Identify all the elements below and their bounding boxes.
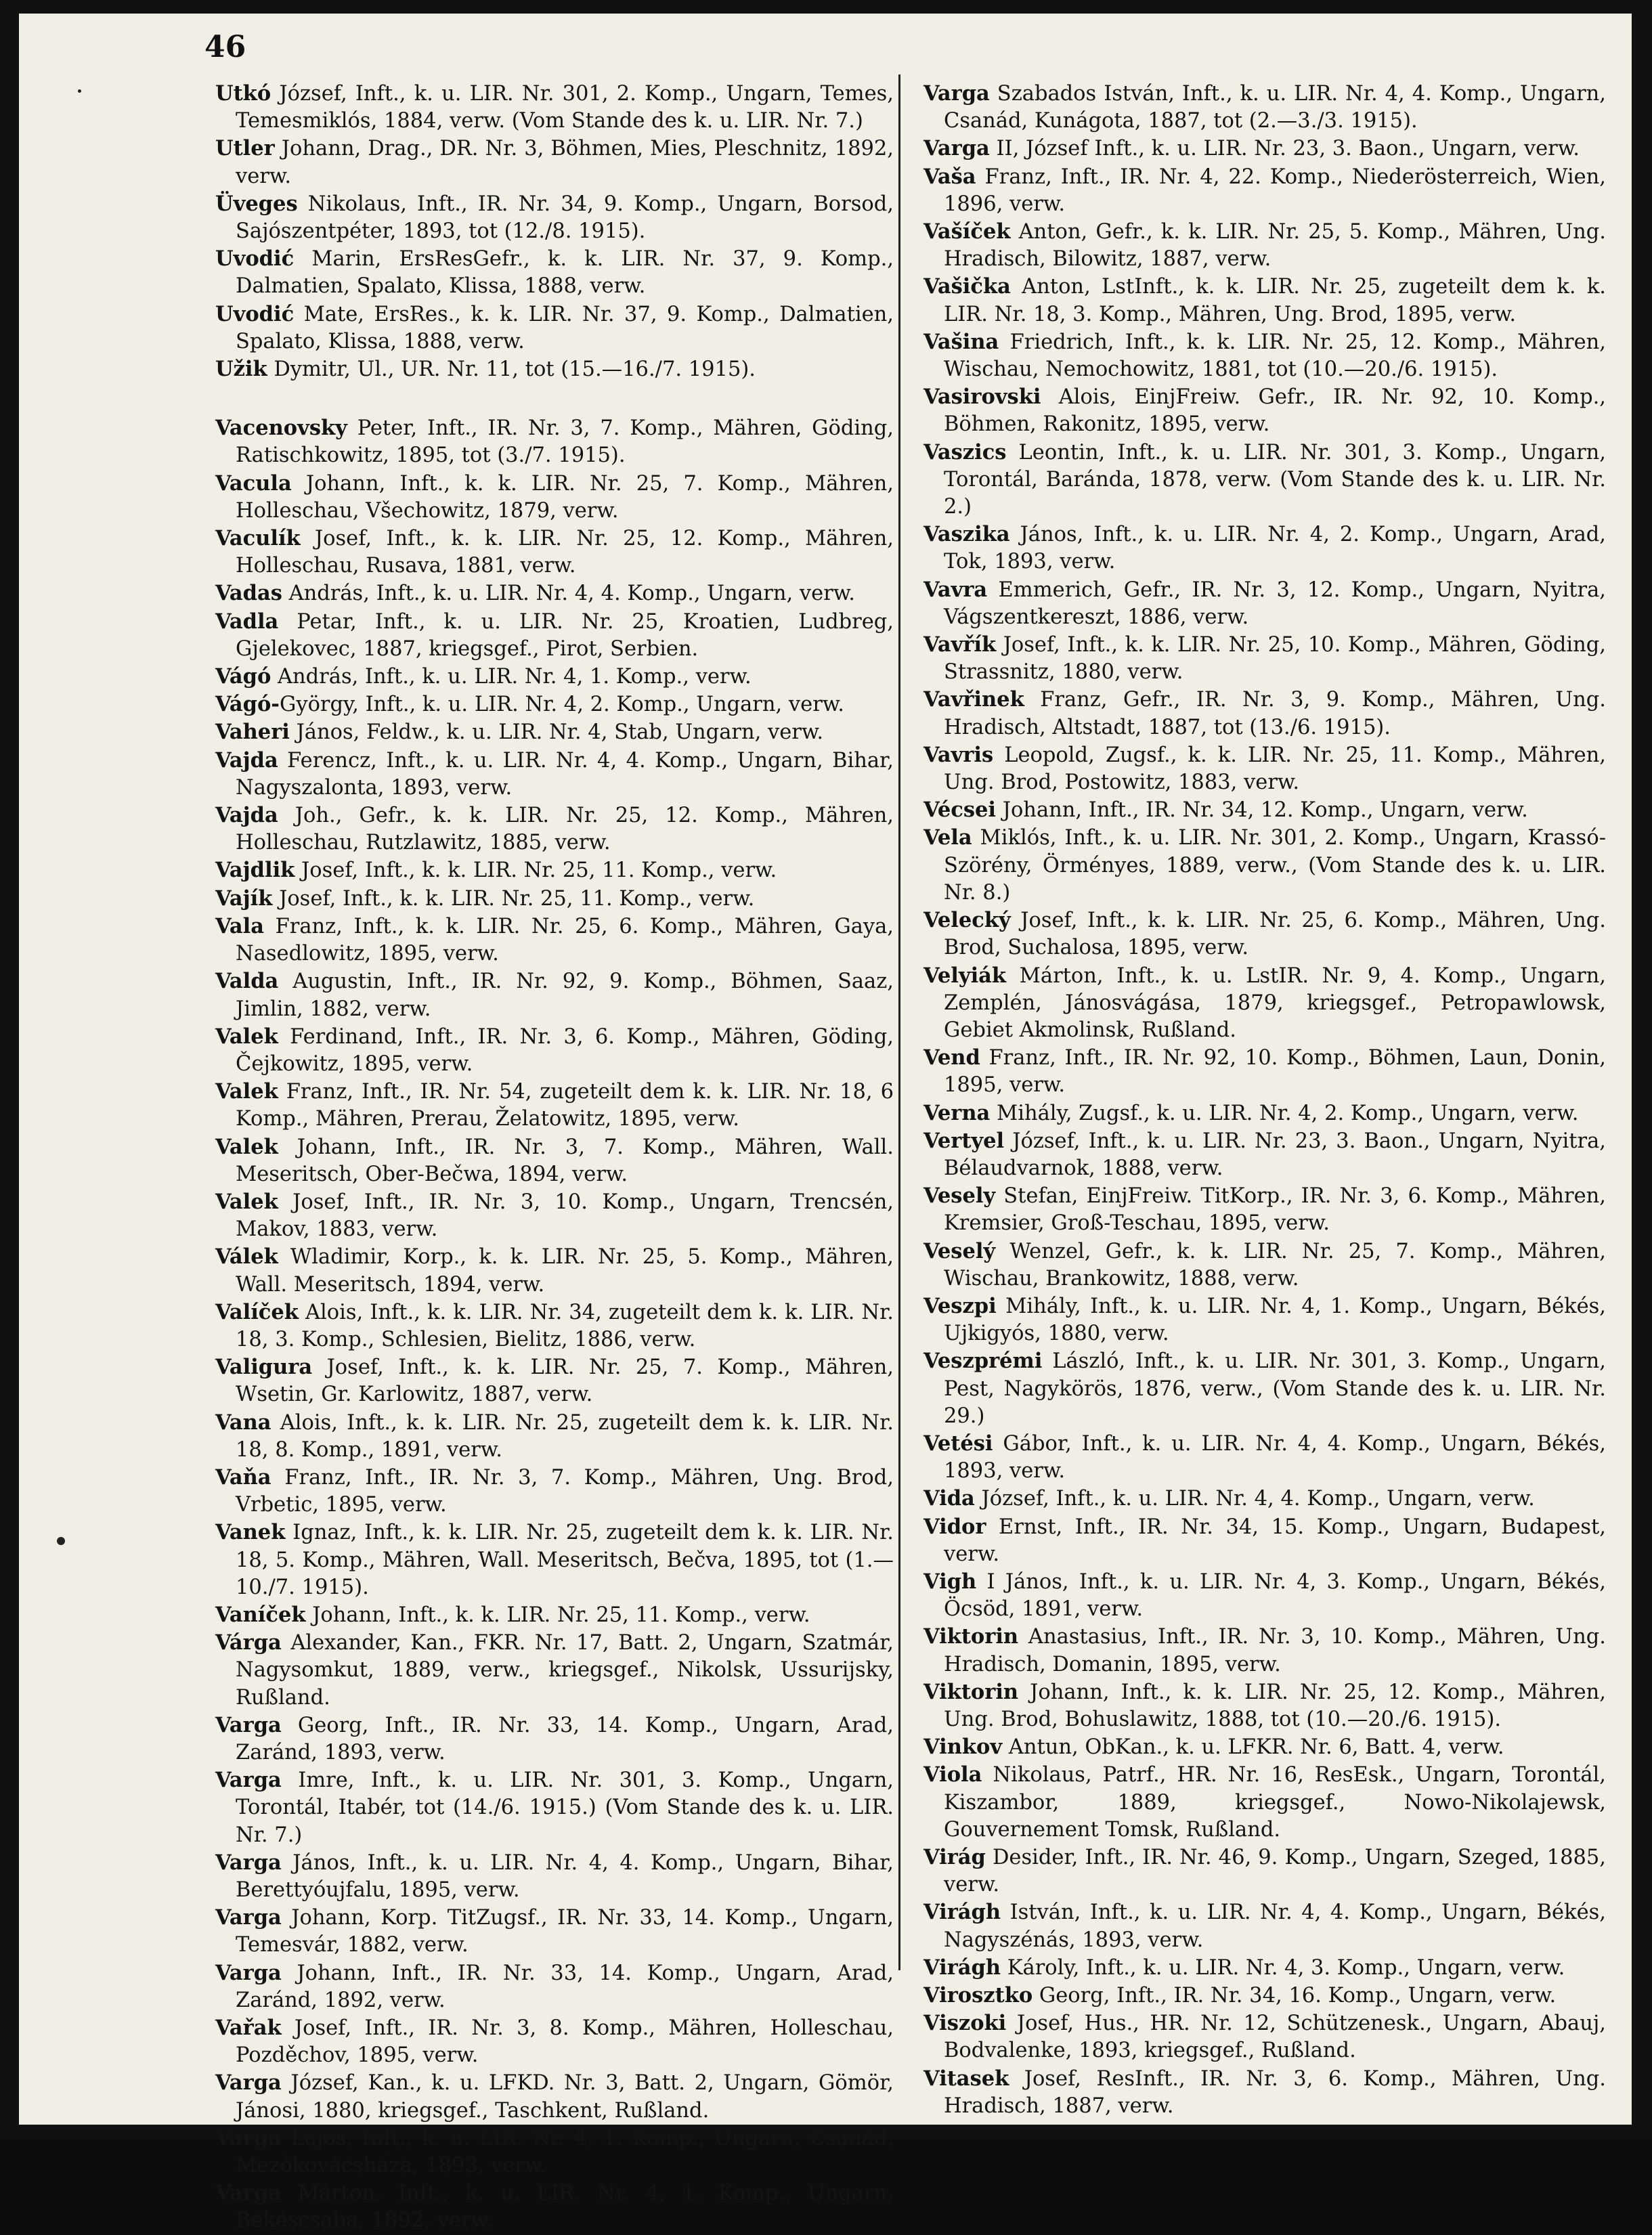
entry-details: Josef, Inft., k. k. LIR. Nr. 25, 10. Komp., Mähren, Göding, Strassnitz, 1880, verw. (944, 633, 1606, 685)
register-entry (923, 741, 1606, 796)
entry-surname: Viktorin (923, 1679, 1019, 1704)
register-entry (215, 968, 894, 1022)
entry-surname: Vetési (923, 1431, 993, 1456)
register-entry (215, 608, 894, 663)
entry-details: Ferdinand, Inft., IR. Nr. 3, 6. Komp., Mähren, Göding, Čejkowitz, 1895, verw. (236, 1024, 894, 1076)
scan-border-right (1632, 0, 1652, 2140)
register-entry (923, 907, 1606, 961)
register-entry (923, 1100, 1606, 1127)
entry-details: Szabados István, Inft., k. u. LIR. Nr. 4, 4. Komp., Ungarn, Csanád, Kunágota, 1887, tot (2.—3./3. 1915). (944, 82, 1606, 133)
register-entry (215, 1601, 894, 1629)
entry-details: Wladimir, Korp., k. k. LIR. Nr. 25, 5. Komp., Mähren, Wall. Meseritsch, 1894, verw. (236, 1245, 894, 1297)
entry-details: Johann, Inft., IR. Nr. 33, 14. Komp., Ungarn, Arad, Zaránd, 1892, verw. (236, 1961, 894, 2012)
entry-details: Franz, Inft., IR. Nr. 3, 7. Komp., Mähren, Ung. Brod, Vrbetic, 1895, verw. (236, 1465, 894, 1517)
entry-surname: Vend (923, 1045, 980, 1070)
entry-surname: Vadla (215, 609, 279, 634)
entry-surname: Vágó (215, 664, 271, 689)
register-entry (923, 962, 1606, 1045)
register-entry (215, 1353, 894, 1408)
register-entry (215, 80, 894, 135)
entry-surname: Valigura (215, 1355, 313, 1380)
entry-surname: Vaheri (215, 720, 290, 745)
register-entry (923, 135, 1606, 162)
entry-surname: Vařak (215, 2016, 282, 2041)
entry-details: Leontin, Inft., k. u. LIR. Nr. 301, 3. Komp., Ungarn, Torontál, Baránda, 1878, verw. (Vom Stande des k. u. LIR. Nr. 2.) (944, 440, 1606, 519)
entry-details: János, Feldw., k. u. LIR. Nr. 4, Stab, Ungarn, verw. (289, 720, 824, 745)
entry-surname: Vacenovsky (215, 416, 347, 441)
register-entry (923, 1238, 1606, 1293)
register-entry (215, 663, 894, 691)
entry-details: Mate, ErsRes., k. k. LIR. Nr. 37, 9. Komp., Dalmatien, Spalato, Klissa, 1888, verw. (236, 302, 894, 353)
entry-surname: Virágh (923, 1900, 1001, 1925)
register-entry (215, 802, 894, 856)
entry-surname: Uvodić (215, 301, 295, 326)
entry-surname: Vaníček (215, 1602, 306, 1627)
register-entry (215, 1766, 894, 1849)
entry-details: Alois, Inft., k. k. LIR. Nr. 25, zugeteilt dem k. k. LIR. Nr. 18, 8. Komp., 1891, verw. (236, 1410, 894, 1462)
register-entry (215, 190, 894, 245)
entry-details: Ferencz, Inft., k. u. LIR. Nr. 4, 4. Komp., Ungarn, Bihar, Nagyszalonta, 1893, verw. (236, 748, 894, 800)
entry-details: Josef, Inft., IR. Nr. 3, 10. Komp., Ungarn, Trencsén, Makov, 1883, verw. (236, 1190, 894, 1242)
entry-surname: Valek (215, 1189, 278, 1214)
entry-surname: Velyiák (923, 963, 1007, 988)
entry-surname: Vavris (923, 742, 994, 767)
entry-surname: Vágó- (215, 692, 280, 717)
entry-surname: Uvodić (215, 246, 295, 272)
entry-surname: Virágh (923, 1955, 1001, 1980)
register-entry (215, 1464, 894, 1519)
entry-details: János, Inft., k. u. LIR. Nr. 4, 2. Komp., Ungarn, Arad, Tok, 1893, verw. (944, 523, 1606, 574)
entry-details: Desider, Inft., IR. Nr. 46, 9. Komp., Ungarn, Szeged, 1885, verw. (944, 1846, 1606, 1897)
entry-details: László, Inft., k. u. LIR. Nr. 301, 3. Komp., Ungarn, Pest, Nagykörös, 1876, verw., (Vom Stande des k. u. LIR. Nr. 29.) (944, 1349, 1606, 1428)
entry-surname: Viszoki (923, 2011, 1007, 2036)
entry-surname: Užik (215, 357, 267, 382)
entry-surname: Virág (923, 1845, 986, 1869)
entry-details: Josef, Inft., k. k. LIR. Nr. 25, 7. Komp., Mähren, Wsetin, Gr. Karlowitz, 1887, verw. (236, 1355, 894, 1407)
register-entry (215, 2125, 894, 2179)
margin-speck (78, 89, 81, 93)
entry-surname: Vašina (923, 329, 999, 354)
register-entry (923, 1568, 1606, 1623)
entry-surname: Vidor (923, 1514, 986, 1539)
entry-surname: Varga (215, 1850, 282, 1875)
left-column (215, 80, 894, 2235)
entry-details: Petar, Inft., k. u. LIR. Nr. 25, Kroatien, Ludbreg, Gjelekovec, 1887, kriegsgef., Pirot, Serbien. (236, 609, 894, 661)
entry-details: Peter, Inft., IR. Nr. 3, 7. Komp., Mähren, Göding, Ratischkowitz, 1895, tot (3./7. 1915). (236, 416, 894, 468)
entry-details: II, József Inft., k. u. LIR. Nr. 23, 3. Baon., Ungarn, verw. (989, 137, 1580, 161)
entry-details: Josef, ResInft., IR. Nr. 3, 6. Komp., Mähren, Ung. Hradisch, 1887, verw. (944, 2066, 1606, 2118)
register-entry (923, 1761, 1606, 1844)
register-entry (215, 2179, 894, 2234)
entry-details: István, Inft., k. u. LIR. Nr. 4, 4. Komp., Ungarn, Békés, Nagyszénás, 1893, verw. (944, 1901, 1606, 1952)
register-entry (923, 1844, 1606, 1898)
entry-details: Josef, Inft., k. k. LIR. Nr. 25, 11. Komp., verw. (295, 859, 777, 883)
entry-surname: Valek (215, 1134, 278, 1159)
entry-surname: Vavra (923, 577, 988, 602)
entry-details: Johann, Inft., k. k. LIR. Nr. 25, 12. Komp., Mähren, Ung. Brod, Bohuslawitz, 1888, tot (10.—20./6. 1915). (944, 1680, 1606, 1731)
register-entry (215, 1299, 894, 1353)
entry-details: I János, Inft., k. u. LIR. Nr. 4, 3. Komp., Ungarn, Békés, Öcsöd, 1891, verw. (944, 1569, 1606, 1622)
entry-details: Johann, Korp. TitZugsf., IR. Nr. 33, 14. Komp., Ungarn, Temesvár, 1882, verw. (236, 1906, 894, 1957)
entry-surname: Vaszics (923, 439, 1007, 464)
register-entry (923, 1485, 1606, 1513)
entry-details: György, Inft., k. u. LIR. Nr. 4, 2. Komp., Ungarn, verw. (279, 693, 844, 717)
entry-surname: Vavřinek (923, 687, 1024, 712)
entry-surname: Valíček (215, 1299, 299, 1324)
register-entry (923, 2065, 1606, 2120)
entry-details: Josef, Inft., k. k. LIR. Nr. 25, 11. Komp., verw. (272, 886, 755, 911)
entry-surname: Vaculík (215, 526, 301, 551)
register-entry (923, 576, 1606, 631)
entry-details: Anton, Gefr., k. k. LIR. Nr. 25, 5. Komp., Mähren, Ung. Hradisch, Bilowitz, 1887, verw. (944, 220, 1606, 272)
register-entry (215, 1904, 894, 1959)
register-entry (923, 1513, 1606, 1568)
register-entry (215, 414, 894, 469)
register-entry (923, 686, 1606, 741)
entry-surname: Valek (215, 1079, 278, 1104)
entry-details: Franz, Gefr., IR. Nr. 3, 9. Komp., Mähren, Ung. Hradisch, Altstadt, 1887, tot (13./6. 1915). (944, 688, 1606, 739)
entry-details: Johann, Inft., k. k. LIR. Nr. 25, 7. Komp., Mähren, Holleschau, Všechowitz, 1879, verw. (236, 471, 894, 523)
entry-surname: Verna (923, 1100, 991, 1125)
entry-details: Marin, ErsResGefr., k. k. LIR. Nr. 37, 9. Komp., Dalmatien, Spalato, Klissa, 1888, verw. (236, 247, 894, 299)
entry-surname: Vajík (215, 886, 273, 911)
register-entry (923, 1733, 1606, 1761)
entry-surname: Vavřík (923, 632, 997, 657)
entry-surname: Vaša (923, 164, 976, 189)
entry-details: Franz, Inft., IR. Nr. 54, zugeteilt dem k. k. LIR. Nr. 18, 6 Komp., Mähren, Prerau, Želatowitz, 1895, verw. (236, 1080, 894, 1131)
entry-surname: Veszpi (923, 1293, 997, 1318)
entry-group-right (923, 80, 1606, 2120)
register-entry (923, 80, 1606, 135)
entry-details: Nikolaus, Inft., IR. Nr. 34, 9. Komp., Ungarn, Borsod, Sajószentpéter, 1893, tot (12./8. 1915). (236, 192, 894, 244)
register-entry (923, 1430, 1606, 1485)
entry-surname: Vinkov (923, 1735, 1003, 1760)
register-entry (215, 525, 894, 580)
register-entry (215, 1629, 894, 1712)
register-entry (923, 1347, 1606, 1430)
entry-surname: Viola (923, 1762, 982, 1787)
register-entry (215, 1959, 894, 2014)
entry-details: Lajos, Inft., k. u. LIR. Nr. 4, 1. Komp., Ungarn, Csanád, Mezőkovácsháza, 1893, verw. (236, 2126, 894, 2178)
register-entry (215, 2069, 894, 2124)
scan-border-top (0, 0, 1652, 14)
entry-surname: Vašička (923, 274, 1011, 299)
entry-group-v (215, 414, 894, 2234)
register-entry (215, 1188, 894, 1243)
register-entry (923, 328, 1606, 383)
register-entry (215, 718, 894, 746)
entry-details: Stefan, EinjFreiw. TitKorp., IR. Nr. 3, 6. Komp., Mähren, Kremsier, Groß-Teschau, 1895, verw. (944, 1184, 1606, 1236)
entry-details: Josef, Inft., k. k. LIR. Nr. 25, 12. Komp., Mähren, Holleschau, Rusava, 1881, verw. (236, 527, 894, 578)
register-entry (923, 273, 1606, 328)
entry-surname: Vaszika (923, 522, 1010, 547)
register-entry (215, 1023, 894, 1078)
entry-details: Josef, Inft., k. k. LIR. Nr. 25, 6. Komp., Mähren, Ung. Brod, Suchalosa, 1895, verw. (944, 909, 1606, 960)
entry-details: Wenzel, Gefr., k. k. LIR. Nr. 25, 7. Komp., Mähren, Wischau, Brankowitz, 1888, verw. (944, 1239, 1606, 1290)
entry-details: Anton, LstInft., k. k. LIR. Nr. 25, zugeteilt dem k. k. LIR. Nr. 18, 3. Komp., Mähren, Ung. Brod, 1895, verw. (944, 275, 1606, 326)
register-entry (215, 245, 894, 300)
entry-surname: Vana (215, 1410, 271, 1435)
register-entry (215, 135, 894, 190)
entry-details: Márton, Inft., k. u. LIR. Nr. 4, 1. Komp., Ungarn, Békéscsaba, 1892, verw. (236, 2182, 894, 2233)
register-entry (923, 439, 1606, 521)
margin-speck (57, 1537, 65, 1545)
register-entry (215, 470, 894, 525)
register-entry (923, 824, 1606, 907)
register-entry (923, 1044, 1606, 1099)
entry-surname: Veselý (923, 1238, 996, 1263)
entry-details: Emmerich, Gefr., IR. Nr. 3, 12. Komp., Ungarn, Nyitra, Vágszentkereszt, 1886, verw. (944, 578, 1606, 629)
entry-surname: Varga (923, 136, 990, 161)
entry-details: Gábor, Inft., k. u. LIR. Nr. 4, 4. Komp., Ungarn, Békés, 1893, verw. (944, 1431, 1606, 1483)
entry-surname: Varga (215, 1712, 282, 1737)
entry-surname: Varga (215, 2181, 282, 2206)
entry-details: József, Inft., k. u. LIR. Nr. 4, 4. Komp., Ungarn, verw. (974, 1487, 1535, 1511)
register-entry (215, 1519, 894, 1601)
entry-details: Josef, Hus., HR. Nr. 12, Schützenesk., Ungarn, Abauj, Bodvalenke, 1893, kriegsgef., Rußland. (944, 2012, 1606, 2063)
entry-details: Mihály, Inft., k. u. LIR. Nr. 4, 1. Komp., Ungarn, Békés, Ujkigyós, 1880, verw. (944, 1294, 1606, 1346)
entry-surname: Vašíček (923, 219, 1011, 244)
page-number: 46 (204, 30, 246, 64)
register-entry (923, 1898, 1606, 1953)
register-entry (215, 1409, 894, 1464)
entry-details: Johann, Inft., k. k. LIR. Nr. 25, 11. Komp., verw. (305, 1603, 810, 1627)
entry-surname: Varga (215, 1960, 282, 1985)
entry-group-u (215, 80, 894, 383)
entry-surname: Vertyel (923, 1128, 1005, 1153)
register-entry (923, 796, 1606, 824)
entry-surname: Varga (215, 1905, 282, 1930)
entry-details: Ignaz, Inft., k. k. LIR. Nr. 25, zugeteilt dem k. k. LIR. Nr. 18, 5. Komp., Mähren, Wall. Meseritsch, Bečva, 1895, tot (1.—10./7. 1915). (236, 1521, 894, 1599)
entry-details: Alois, EinjFreiw. Gefr., IR. Nr. 92, 10. Komp., Böhmen, Rakonitz, 1895, verw. (944, 385, 1606, 437)
entry-details: Miklós, Inft., k. u. LIR. Nr. 301, 2. Komp., Ungarn, Krassó-Szörény, Örményes, 1889, verw., (Vom Stande des k. u. LIR. Nr. 8.) (944, 826, 1606, 905)
register-entry (215, 885, 894, 913)
entry-surname: Utkó (215, 81, 271, 106)
entry-details: Imre, Inft., k. u. LIR. Nr. 301, 3. Komp., Ungarn, Torontál, Itabér, tot (14./6. 1915.) (Vom Stande des k. u. LIR. Nr. 7.) (236, 1769, 894, 1847)
entry-surname: Vadas (215, 581, 282, 606)
register-entry (923, 218, 1606, 273)
entry-surname: Vajdlik (215, 858, 295, 883)
entry-surname: Varga (923, 81, 990, 106)
entry-surname: Vajda (215, 803, 278, 828)
entry-surname: Valda (215, 969, 279, 994)
entry-surname: Üveges (215, 191, 298, 216)
entry-details: András, Inft., k. u. LIR. Nr. 4, 4. Komp., Ungarn, verw. (282, 582, 855, 606)
entry-surname: Vasirovski (923, 385, 1041, 410)
entry-details: Josef, Inft., IR. Nr. 3, 8. Komp., Mähren, Holleschau, Pozděchov, 1895, verw. (236, 2016, 894, 2068)
entry-details: Antun, ObKan., k. u. LFKR. Nr. 6, Batt. 4, verw. (1002, 1735, 1504, 1760)
entry-details: Johann, Inft., IR. Nr. 34, 12. Komp., Ungarn, verw. (996, 798, 1528, 823)
register-entry (923, 1182, 1606, 1237)
entry-details: Alexander, Kan., FKR. Nr. 17, Batt. 2, Ungarn, Szatmár, Nagysomkut, 1889, verw., kriegsgef., Nikolsk, Ussurijsky, Rußland. (236, 1631, 894, 1710)
entry-details: József, Inft., k. u. LIR. Nr. 23, 3. Baon., Ungarn, Nyitra, Bélaudvarnok, 1888, verw. (944, 1129, 1606, 1180)
entry-surname: Vida (923, 1486, 975, 1511)
register-entry (215, 856, 894, 884)
entry-details: József, Inft., k. u. LIR. Nr. 301, 2. Komp., Ungarn, Temes, Temesmiklós, 1884, verw. (Vom Stande des k. u. LIR. Nr. 7.) (236, 82, 894, 133)
entry-surname: Virosztko (923, 1983, 1033, 2008)
entry-surname: Veszprémi (923, 1349, 1043, 1374)
register-entry (923, 1954, 1606, 1982)
entry-surname: Vécsei (923, 798, 997, 823)
entry-details: Georg, Inft., IR. Nr. 33, 14. Komp., Ungarn, Arad, Zaránd, 1893, verw. (236, 1713, 894, 1764)
entry-details: Márton, Inft., k. u. LstIR. Nr. 9, 4. Komp., Ungarn, Zemplén, Jánosvágása, 1879, kriegsgef., Petropawlowsk, Gebiet Akmolinsk, Rußland. (944, 963, 1606, 1042)
entry-details: Nikolaus, Patrf., HR. Nr. 16, ResEsk., Ungarn, Torontál, Kiszambor, 1889, kriegsgef., Nowo-Nikolajewsk, Gouvernement Tomsk, Rußland. (944, 1763, 1606, 1842)
entry-details: Leopold, Zugsf., k. k. LIR. Nr. 25, 11. Komp., Mähren, Ung. Brod, Postowitz, 1883, verw. (944, 743, 1606, 795)
register-entry (923, 1982, 1606, 2010)
entry-surname: Vacula (215, 471, 292, 496)
register-entry (923, 1678, 1606, 1733)
entry-surname: Varga (215, 2125, 282, 2150)
entry-details: Franz, Inft., IR. Nr. 4, 22. Komp., Niederösterreich, Wien, 1896, verw. (944, 165, 1606, 216)
section-gap (215, 383, 894, 414)
entry-details: Károly, Inft., k. u. LIR. Nr. 4, 3. Komp., Ungarn, verw. (1001, 1955, 1565, 1980)
entry-surname: Velecký (923, 908, 1011, 933)
register-entry (923, 1623, 1606, 1678)
entry-surname: Vigh (923, 1569, 977, 1594)
register-entry (215, 747, 894, 802)
entry-details: József, Kan., k. u. LFKD. Nr. 3, Batt. 2, Ungarn, Gömör, Jánosi, 1880, kriegsgef., Taschkent, Rußland. (236, 2071, 894, 2123)
entry-details: Ernst, Inft., IR. Nr. 34, 15. Komp., Ungarn, Budapest, verw. (944, 1515, 1606, 1566)
entry-surname: Vanek (215, 1520, 286, 1545)
entry-details: Dymitr, Ul., UR. Nr. 11, tot (15.—16./7. 1915). (267, 357, 756, 382)
entry-surname: Varga (215, 1768, 282, 1793)
entry-surname: Utler (215, 136, 275, 161)
entry-surname: Valek (215, 1024, 278, 1049)
register-entry (215, 913, 894, 968)
entry-surname: Vala (215, 913, 264, 938)
entry-details: Johann, Drag., DR. Nr. 3, Böhmen, Mies, Pleschnitz, 1892, verw. (236, 137, 894, 188)
register-entry (215, 1243, 894, 1298)
scan-border-left (0, 0, 19, 2140)
entry-details: János, Inft., k. u. LIR. Nr. 4, 4. Komp., Ungarn, Bihar, Berettyóujfalu, 1895, verw. (236, 1850, 894, 1902)
entry-surname: Vaňa (215, 1464, 271, 1490)
entry-details: Franz, Inft., k. k. LIR. Nr. 25, 6. Komp., Mähren, Gaya, Nasedlowitz, 1895, verw. (236, 914, 894, 966)
entry-surname: Varga (215, 2070, 282, 2096)
register-entry (215, 1849, 894, 1904)
register-entry (215, 691, 894, 718)
entry-details: Augustin, Inft., IR. Nr. 92, 9. Komp., Böhmen, Saaz, Jimlin, 1882, verw. (236, 970, 894, 1021)
register-entry (923, 1293, 1606, 1347)
register-entry (923, 2010, 1606, 2064)
register-entry (215, 1078, 894, 1133)
register-entry (215, 2014, 894, 2069)
entry-surname: Vajda (215, 747, 278, 773)
entry-details: Alois, Inft., k. k. LIR. Nr. 34, zugeteilt dem k. k. LIR. Nr. 18, 3. Komp., Schlesien, Bielitz, 1886, verw. (236, 1300, 894, 1351)
entry-surname: Vitasek (923, 2066, 1009, 2091)
entry-details: Joh., Gefr., k. k. LIR. Nr. 25, 12. Komp., Mähren, Holleschau, Rutzlawitz, 1885, verw. (236, 804, 894, 855)
entry-surname: Vesely (923, 1184, 996, 1209)
register-entry (215, 355, 894, 383)
right-column (923, 80, 1606, 2120)
entry-surname: Válek (215, 1244, 278, 1270)
register-entry (923, 383, 1606, 438)
entry-details: Johann, Inft., IR. Nr. 3, 7. Komp., Mähren, Wall. Meseritsch, Ober-Bečwa, 1894, verw. (236, 1135, 894, 1186)
entry-details: Franz, Inft., IR. Nr. 92, 10. Komp., Böhmen, Laun, Donin, 1895, verw. (944, 1046, 1606, 1098)
register-entry (215, 1133, 894, 1188)
entry-details: Friedrich, Inft., k. k. LIR. Nr. 25, 12. Komp., Mähren, Wischau, Nemochowitz, 1881, tot (10.—20./6. 1915). (944, 330, 1606, 382)
entry-details: András, Inft., k. u. LIR. Nr. 4, 1. Komp., verw. (271, 665, 752, 689)
entry-surname: Viktorin (923, 1624, 1019, 1649)
entry-surname: Vela (923, 825, 972, 850)
register-entry (923, 631, 1606, 686)
register-entry (215, 1712, 894, 1766)
entry-details: Anastasius, Inft., IR. Nr. 3, 10. Komp., Mähren, Ung. Hradisch, Domanin, 1895, verw. (944, 1625, 1606, 1676)
register-entry (923, 1127, 1606, 1182)
register-entry (215, 580, 894, 607)
register-entry (215, 301, 894, 355)
entry-details: Mihály, Zugsf., k. u. LIR. Nr. 4, 2. Komp., Ungarn, verw. (990, 1101, 1579, 1125)
register-entry (923, 163, 1606, 218)
register-entry (923, 521, 1606, 576)
column-divider (898, 74, 900, 1970)
entry-surname: Várga (215, 1630, 282, 1655)
entry-details: Georg, Inft., IR. Nr. 34, 16. Komp., Ungarn, verw. (1032, 1984, 1557, 2008)
